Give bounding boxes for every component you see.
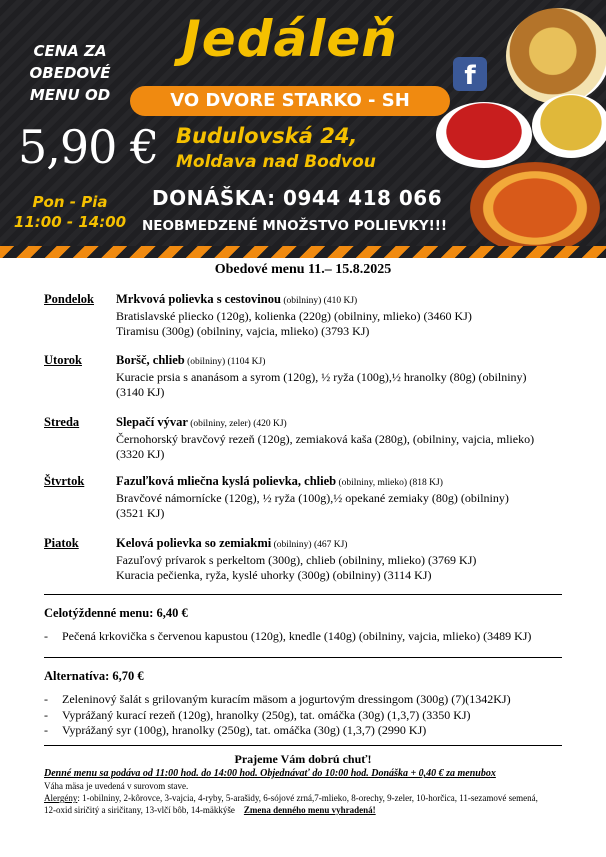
- menu-line: (3140 KJ): [116, 385, 165, 399]
- opening-days: Pon - Pia: [32, 193, 108, 211]
- allergens-line: [44, 804, 564, 816]
- day-soup: Boršč, chlieb: [116, 353, 185, 367]
- address-street: Budulovská 24,: [176, 124, 358, 148]
- day-soup: Mrkvová polievka s cestovinou: [116, 292, 281, 306]
- weekly-menu-title: Celotýždenné menu: 6,40 €: [44, 606, 188, 620]
- menu-line: Bravčové námornícke (120g), ½ ryža (100g),½ opekané zemiaky (80g) (obilniny): [116, 491, 509, 505]
- day-name: Pondelok: [44, 292, 95, 306]
- day-soup-note: (obilniny, zeler) (420 KJ): [187, 419, 287, 429]
- facebook-icon[interactable]: f: [453, 57, 487, 91]
- price-label-line: CENA ZA: [33, 42, 107, 60]
- menu-line: Kuracie prsia s ananásom a syrom (120g), ½ ryža (100g),½ hranolky (80g) (obilniny): [116, 370, 527, 384]
- day-friday: [44, 536, 574, 583]
- alternative-item-text: Vyprážaný syr (100g), hranolky (250g), tat. omáčka (30g) (1,3,7) (2990 KJ): [62, 723, 427, 737]
- section-divider: [44, 594, 562, 595]
- price-label-line: MENU OD: [29, 86, 111, 104]
- allergens-line: [44, 792, 564, 804]
- day-thursday: [44, 474, 574, 521]
- day-monday: [44, 292, 574, 339]
- food-broth-image: [532, 94, 606, 158]
- day-soup: Fazuľková mliečna kyslá polievka, chlieb: [116, 474, 337, 488]
- banner-hazard-stripe: [0, 246, 606, 258]
- menu-line: Fazuľový prívarok s perkeltom (300g), chlieb (obilniny, mlieko) (3769 KJ): [116, 553, 477, 567]
- menu-heading: Obedové menu 11.– 15.8.2025: [214, 262, 392, 277]
- alternative-item: - Zeleninový šalát s grilovaným kuracím mäsom a jogurtovým dressingom (300g) (7)(1342KJ): [44, 692, 511, 706]
- day-tuesday: [44, 353, 574, 400]
- menu-line: Bratislavské pliecko (120g), kolienka (220g) (obilniny, mlieko) (3460 KJ): [116, 309, 472, 323]
- day-soup-note: (obilniny) (467 KJ): [271, 540, 348, 550]
- unlimited-soup-note: NEOBMEDZENÉ MNOŽSTVO POLIEVKY!!!: [142, 218, 448, 234]
- delivery-phone: DONÁŠKA: 0944 418 066: [152, 186, 443, 210]
- menu-line: Tiramisu (300g) (obilniny, vajcia, mlieko) (3793 KJ): [116, 324, 370, 338]
- day-name: Utorok: [44, 353, 82, 367]
- footer-notes: [44, 768, 564, 816]
- restaurant-title: Jedáleň: [182, 10, 398, 68]
- opening-time: 11:00 - 14:00: [13, 213, 127, 231]
- address-city: Moldava nad Bodvou: [176, 152, 376, 172]
- menu-line: (3320 KJ): [116, 447, 165, 461]
- day-soup-note: (obilniny) (1104 KJ): [184, 357, 266, 367]
- alternative-item: - Vyprážaný syr (100g), hranolky (250g), tat. omáčka (30g) (1,3,7) (2990 KJ): [44, 723, 427, 737]
- alternative-item-text: Zeleninový šalát s grilovaným kuracím mäsom a jogurtovým dressingom (300g) (7)(1342KJ): [62, 692, 511, 706]
- day-name: Štvrtok: [44, 474, 85, 488]
- section-divider: [44, 745, 562, 746]
- day-wednesday: [44, 415, 574, 462]
- day-name: Piatok: [44, 536, 79, 550]
- alternative-item: - Vyprážaný kurací rezeň (120g), hranolky (250g), tat. omáčka (30g) (1,3,7) (3350 KJ): [44, 708, 471, 722]
- alternative-title: Alternatíva: 6,70 €: [44, 669, 144, 683]
- menu-line: Kuracia pečienka, ryža, kyslé uhorky (300g) (obilniny) (3114 KJ): [116, 568, 432, 582]
- allergens-text: 12-oxid siričitý a siričitany, 13-vlčí bôb, 14-mäkkýše: [44, 805, 235, 815]
- menu-price: 5,90 €: [18, 120, 159, 174]
- alternative-item-text: Vyprážaný kurací rezeň (120g), hranolky (250g), tat. omáčka (30g) (1,3,7) (3350 KJ): [62, 708, 471, 722]
- food-rice-image: [506, 8, 606, 104]
- weekly-menu-item-text: Pečená krkovička s červenou kapustou (120g), knedle (140g) (obilniny, vajcia, mlieko) (3489 KJ): [62, 629, 532, 643]
- serving-notice: Denné menu sa podáva od 11:00 hod. do 14:00 hod. Objednávať do 10:00 hod. Donáška + 0,40 € za menubox: [44, 768, 496, 779]
- price-label: [10, 40, 130, 106]
- day-name: Streda: [44, 415, 80, 429]
- menu-line: Černohorský bravčový rezeň (120g), zemiaková kaša (280g), (obilniny, vajcia, mlieko): [116, 432, 535, 446]
- menu-change-note: Zmena denného menu vyhradená!: [243, 805, 376, 815]
- opening-hours: [10, 192, 130, 232]
- day-soup-note: (obilniny) (410 KJ): [280, 296, 358, 306]
- restaurant-subtitle: VO DVORE STARKO - SH: [130, 86, 450, 116]
- food-tomato-soup-image: [436, 102, 532, 168]
- bon-appetit: Prajeme Vám dobrú chuť!: [234, 752, 372, 766]
- food-beans-image: [470, 162, 600, 254]
- day-soup-note: (obilniny, mlieko) (818 KJ): [336, 478, 443, 488]
- section-divider: [44, 657, 562, 658]
- price-label-line: OBEDOVÉ: [29, 64, 111, 82]
- weight-note: Váha mäsa je uvedená v surovom stave.: [44, 781, 189, 791]
- day-soup: Kelová polievka so zemiakmi: [116, 536, 272, 550]
- day-soup: Slepačí vývar: [116, 415, 188, 429]
- allergens-label: Alergény: [44, 793, 78, 803]
- weekly-menu-item: - Pečená krkovička s červenou kapustou (120g), knedle (140g) (obilniny, vajcia, mlieko) (3489 KJ): [44, 629, 532, 643]
- menu-line: (3521 KJ): [116, 506, 165, 520]
- allergens-text: : 1-obilniny, 2-kôrovce, 3-vajcia, 4-ryby, 5-arašidy, 6-sójové zrná,7-mlieko, 8-orechy, 9-zeler, 10-horčica, 11-sezamové semená,: [77, 793, 538, 803]
- header-banner: [0, 0, 606, 258]
